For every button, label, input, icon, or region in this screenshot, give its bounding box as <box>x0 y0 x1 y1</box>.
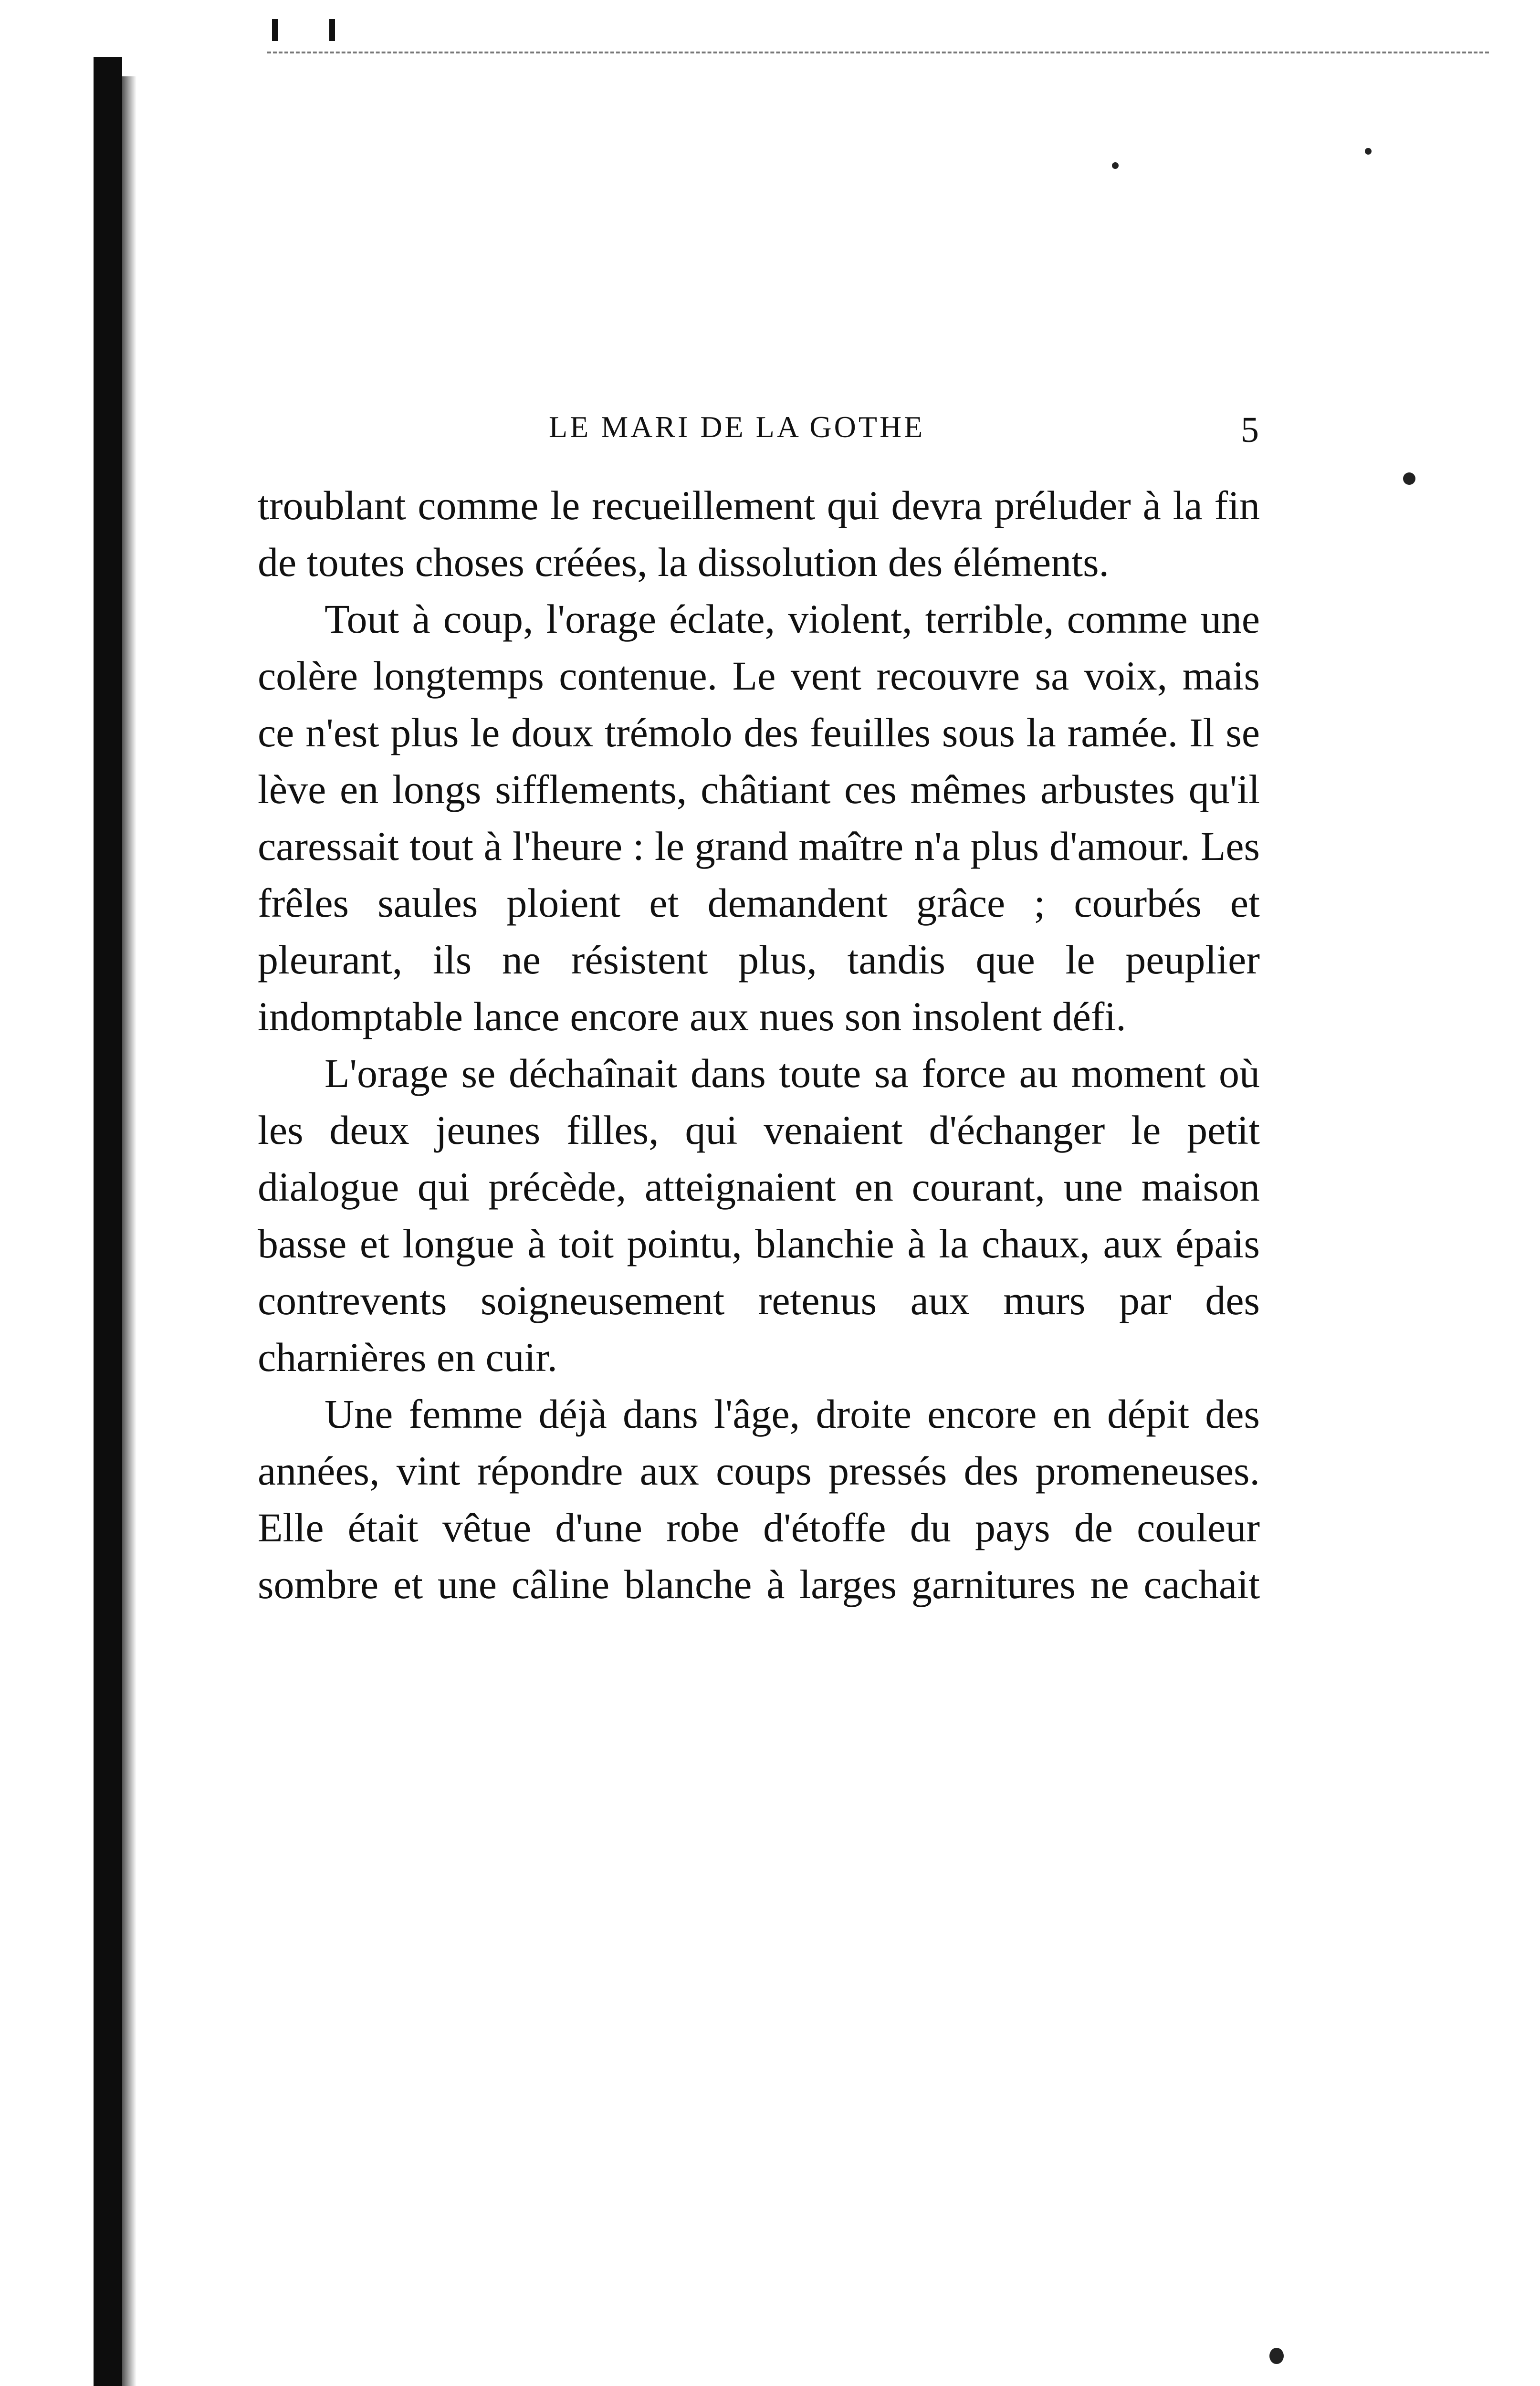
book-binding-edge <box>94 57 122 2386</box>
page-body <box>258 477 1260 1613</box>
paragraph-3: L'orage se déchaînait dans toute sa force au moment où les deux jeunes filles, qui venaient d'échanger le petit dialogue qui précède, atteignaient en courant, une maison basse et longue à toit pointu, blanchie à la chaux, aux épais contrevents soigneusement retenus aux murs par des charnières en cuir. <box>258 1050 1260 1380</box>
running-head: LE MARI DE LA GOTHE <box>549 410 925 444</box>
paragraph-4: Une femme déjà dans l'âge, droite encore en dépit des années, vint répondre aux coups pressés des promeneuses. Elle était vêtue d'une robe d'étoffe du pays de couleur sombre et une câline blanche à larges garnitures ne cachait <box>258 1391 1260 1607</box>
ink-speck <box>1403 472 1415 485</box>
top-edge-marks <box>272 19 367 48</box>
page-number: 5 <box>1241 410 1259 450</box>
ink-speck <box>1269 2348 1284 2364</box>
paragraph-1: troublant comme le recueillement qui devra préluder à la fin de toutes choses créées, la dissolution des éléments. <box>258 482 1260 585</box>
binding-shadow <box>122 76 136 2386</box>
ink-speck <box>1112 162 1119 169</box>
ink-speck <box>1365 148 1372 155</box>
top-edge-noise <box>267 52 1489 53</box>
paragraph-2: Tout à coup, l'orage éclate, violent, terrible, comme une colère longtemps contenue. Le vent recouvre sa voix, mais ce n'est plus le doux trémolo des feuilles sous la ramée. Il se lève en longs sifflements, châtiant ces mêmes arbustes qu'il caressait tout à l'heure : le grand maître n'a plus d'amour. Les frêles saules ploient et demandent grâce ; courbés et pleurant, ils ne résistent plus, tandis que le peuplier indomptable lance encore aux nues son insolent défi. <box>258 596 1260 1039</box>
